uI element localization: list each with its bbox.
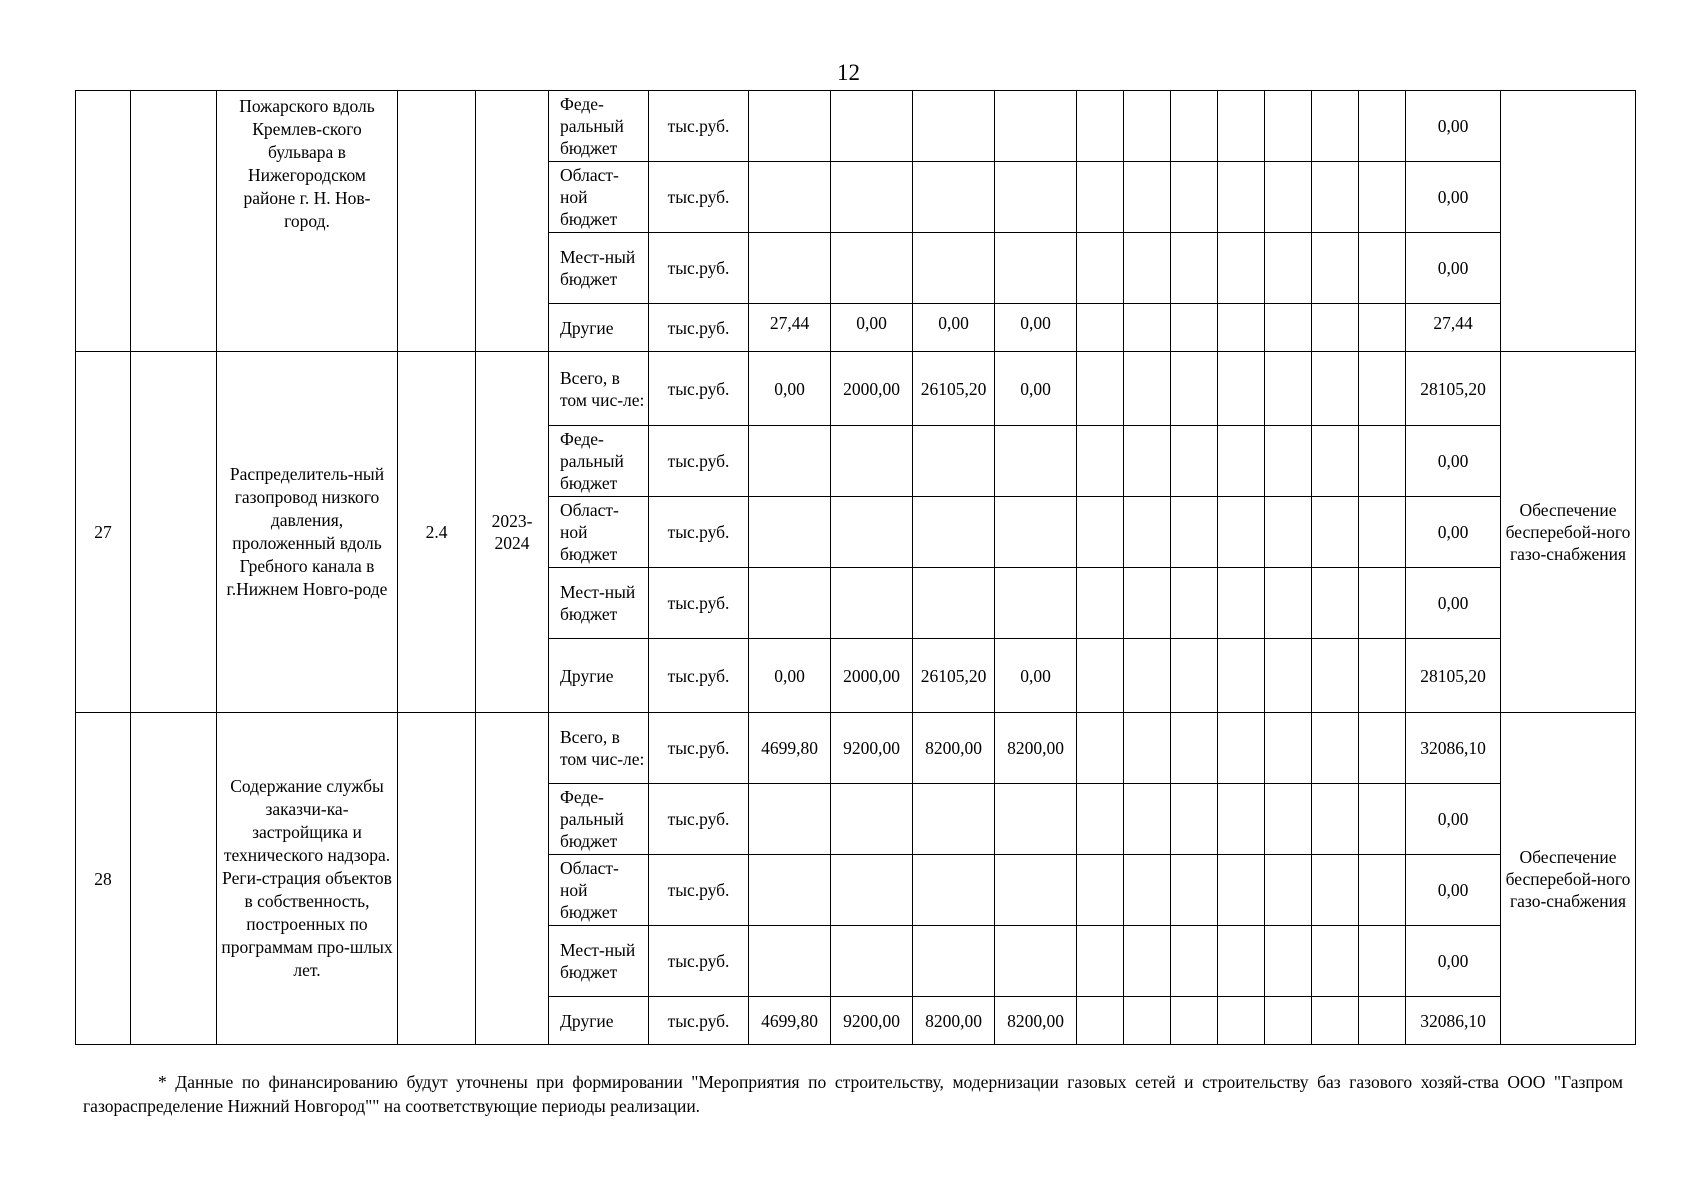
row-total: 28105,20: [1406, 352, 1501, 426]
empty-cell: [1124, 162, 1171, 233]
item-purpose: Обеспечение бесперебой-ного газо-снабжения: [1501, 713, 1636, 1045]
year-value: [913, 91, 995, 162]
unit: тыс.руб.: [649, 162, 749, 233]
empty-cell: [1171, 352, 1218, 426]
table-row: [76, 352, 1636, 426]
unit: тыс.руб.: [649, 713, 749, 784]
empty-cell: [1312, 926, 1359, 997]
year-value: 9200,00: [831, 997, 913, 1045]
empty-cell: [1265, 926, 1312, 997]
empty-cell: [131, 713, 217, 1045]
empty-cell: [1359, 639, 1406, 713]
empty-cell: [1218, 233, 1265, 304]
year-value: [913, 426, 995, 497]
row-total: 32086,10: [1406, 997, 1501, 1045]
empty-cell: [1171, 233, 1218, 304]
item-period: 2023-2024: [476, 352, 549, 713]
empty-cell: [1359, 352, 1406, 426]
empty-cell: [1265, 639, 1312, 713]
empty-cell: [1218, 497, 1265, 568]
empty-cell: [1171, 426, 1218, 497]
empty-cell: [1312, 784, 1359, 855]
empty-cell: [1171, 304, 1218, 352]
year-value: 8200,00: [995, 997, 1077, 1045]
empty-cell: [1265, 426, 1312, 497]
item-name: Пожарского вдоль Кремлев-ского бульвара в Нижегородском районе г. Н. Нов-город.: [217, 91, 398, 352]
row-total: 32086,10: [1406, 713, 1501, 784]
empty-cell: [1077, 162, 1124, 233]
empty-cell: [1265, 784, 1312, 855]
year-value: 8200,00: [995, 713, 1077, 784]
empty-cell: [1312, 91, 1359, 162]
year-value: [831, 162, 913, 233]
empty-cell: [1312, 304, 1359, 352]
funding-source: Мест-ный бюджет: [549, 568, 649, 639]
empty-cell: [1077, 426, 1124, 497]
year-value: [749, 855, 831, 926]
year-value: [749, 426, 831, 497]
row-total: 0,00: [1406, 926, 1501, 997]
unit: тыс.руб.: [649, 497, 749, 568]
empty-cell: [1077, 639, 1124, 713]
empty-cell: [1218, 91, 1265, 162]
year-value: [831, 784, 913, 855]
funding-source: Феде-ральный бюджет: [549, 784, 649, 855]
item-number: [76, 91, 131, 352]
year-value: [749, 926, 831, 997]
item-code: [398, 91, 476, 352]
year-value: [749, 233, 831, 304]
year-value: 0,00: [831, 304, 913, 352]
year-value: 0,00: [913, 304, 995, 352]
year-value: [749, 162, 831, 233]
unit: тыс.руб.: [649, 639, 749, 713]
funding-source: Област-ной бюджет: [549, 855, 649, 926]
year-value: 26105,20: [913, 352, 995, 426]
empty-cell: [1359, 497, 1406, 568]
empty-cell: [1218, 997, 1265, 1045]
empty-cell: [1077, 352, 1124, 426]
row-total: 28105,20: [1406, 639, 1501, 713]
empty-cell: [1218, 639, 1265, 713]
year-value: [995, 926, 1077, 997]
table-row: [76, 713, 1636, 784]
year-value: [831, 926, 913, 997]
empty-cell: [1124, 997, 1171, 1045]
row-total: 0,00: [1406, 233, 1501, 304]
footnote: * Данные по финансированию будут уточнены при формировании "Мероприятия по строительству, модернизации газовых сетей и строительству баз газового хозяй-ства ООО "Газпром газораспределение Нижний Новгород"" на соответствующие периоды реализации.: [83, 1072, 1623, 1116]
funding-source: Мест-ный бюджет: [549, 926, 649, 997]
year-value: 0,00: [749, 352, 831, 426]
funding-source: Другие: [549, 997, 649, 1045]
year-value: [995, 855, 1077, 926]
empty-cell: [1077, 784, 1124, 855]
empty-cell: [1124, 352, 1171, 426]
empty-cell: [1312, 713, 1359, 784]
empty-cell: [1312, 497, 1359, 568]
unit: тыс.руб.: [649, 784, 749, 855]
empty-cell: [1171, 784, 1218, 855]
year-value: [995, 426, 1077, 497]
empty-cell: [1171, 855, 1218, 926]
year-value: 0,00: [995, 352, 1077, 426]
year-value: [995, 162, 1077, 233]
empty-cell: [1312, 997, 1359, 1045]
empty-cell: [1265, 352, 1312, 426]
year-value: [995, 784, 1077, 855]
empty-cell: [1265, 233, 1312, 304]
empty-cell: [1124, 639, 1171, 713]
row-total: 0,00: [1406, 91, 1501, 162]
empty-cell: [1359, 304, 1406, 352]
empty-cell: [1312, 162, 1359, 233]
row-total: 0,00: [1406, 162, 1501, 233]
empty-cell: [1218, 304, 1265, 352]
year-value: [913, 233, 995, 304]
empty-cell: [1171, 926, 1218, 997]
year-value: [749, 497, 831, 568]
table-row: [76, 91, 1636, 162]
empty-cell: [1265, 497, 1312, 568]
year-value: [995, 568, 1077, 639]
page-number: 12: [837, 60, 860, 85]
row-total: 0,00: [1406, 426, 1501, 497]
row-total: 0,00: [1406, 855, 1501, 926]
item-purpose: [1501, 91, 1636, 352]
empty-cell: [1077, 497, 1124, 568]
year-value: [913, 855, 995, 926]
empty-cell: [1124, 713, 1171, 784]
empty-cell: [1077, 304, 1124, 352]
row-total: 0,00: [1406, 497, 1501, 568]
funding-source: Другие: [549, 304, 649, 352]
funding-source: Всего, в том чис-ле:: [549, 352, 649, 426]
year-value: 2000,00: [831, 639, 913, 713]
empty-cell: [1124, 926, 1171, 997]
empty-cell: [1124, 233, 1171, 304]
year-value: 0,00: [995, 639, 1077, 713]
year-value: [913, 926, 995, 997]
item-number: 27: [76, 352, 131, 713]
year-value: 26105,20: [913, 639, 995, 713]
year-value: 2000,00: [831, 352, 913, 426]
empty-cell: [1218, 784, 1265, 855]
empty-cell: [1171, 568, 1218, 639]
empty-cell: [1171, 639, 1218, 713]
funding-source: Област-ной бюджет: [549, 162, 649, 233]
empty-cell: [1312, 426, 1359, 497]
item-name: Распределитель-ный газопровод низкого давления, проложенный вдоль Гребного канала в г.Нижнем Новго-роде: [217, 352, 398, 713]
year-value: 4699,80: [749, 713, 831, 784]
item-period: [476, 713, 549, 1045]
empty-cell: [1124, 304, 1171, 352]
empty-cell: [1218, 568, 1265, 639]
empty-cell: [1265, 91, 1312, 162]
year-value: [995, 91, 1077, 162]
year-value: 9200,00: [831, 713, 913, 784]
year-value: [831, 233, 913, 304]
empty-cell: [1265, 855, 1312, 926]
year-value: [995, 233, 1077, 304]
empty-cell: [1312, 233, 1359, 304]
year-value: 0,00: [995, 304, 1077, 352]
year-value: [995, 497, 1077, 568]
year-value: [749, 91, 831, 162]
empty-cell: [1218, 713, 1265, 784]
empty-cell: [1359, 426, 1406, 497]
empty-cell: [1265, 568, 1312, 639]
empty-cell: [1359, 162, 1406, 233]
empty-cell: [1312, 639, 1359, 713]
empty-cell: [1077, 713, 1124, 784]
empty-cell: [1312, 352, 1359, 426]
year-value: [913, 784, 995, 855]
empty-cell: [1124, 497, 1171, 568]
year-value: [913, 568, 995, 639]
year-value: [913, 162, 995, 233]
row-total: 27,44: [1406, 304, 1501, 352]
empty-cell: [1359, 568, 1406, 639]
empty-cell: [1359, 91, 1406, 162]
item-code: 2.4: [398, 352, 476, 713]
empty-cell: [1218, 855, 1265, 926]
year-value: [913, 497, 995, 568]
empty-cell: [1124, 91, 1171, 162]
unit: тыс.руб.: [649, 855, 749, 926]
funding-source: Област-ной бюджет: [549, 497, 649, 568]
funding-source: Другие: [549, 639, 649, 713]
unit: тыс.руб.: [649, 352, 749, 426]
item-purpose: Обеспечение бесперебой-ного газо-снабжения: [1501, 352, 1636, 713]
year-value: [749, 784, 831, 855]
empty-cell: [1359, 926, 1406, 997]
year-value: [831, 568, 913, 639]
unit: тыс.руб.: [649, 926, 749, 997]
item-name: Содержание службы заказчи-ка-застройщика и технического надзора. Реги-страция объектов в собственность, построенных по программам про-шлых лет.: [217, 713, 398, 1045]
empty-cell: [1218, 162, 1265, 233]
empty-cell: [1077, 568, 1124, 639]
year-value: 4699,80: [749, 997, 831, 1045]
unit: тыс.руб.: [649, 304, 749, 352]
year-value: [831, 855, 913, 926]
empty-cell: [1265, 304, 1312, 352]
year-value: 0,00: [749, 639, 831, 713]
unit: тыс.руб.: [649, 568, 749, 639]
year-value: 8200,00: [913, 997, 995, 1045]
year-value: [831, 497, 913, 568]
funding-source: Феде-ральный бюджет: [549, 426, 649, 497]
empty-cell: [1077, 997, 1124, 1045]
empty-cell: [1218, 926, 1265, 997]
empty-cell: [1124, 784, 1171, 855]
funding-source: Мест-ный бюджет: [549, 233, 649, 304]
unit: тыс.руб.: [649, 91, 749, 162]
unit: тыс.руб.: [649, 426, 749, 497]
year-value: [831, 91, 913, 162]
empty-cell: [1171, 497, 1218, 568]
empty-cell: [1077, 855, 1124, 926]
empty-cell: [131, 352, 217, 713]
empty-cell: [1359, 997, 1406, 1045]
empty-cell: [1265, 713, 1312, 784]
empty-cell: [1218, 426, 1265, 497]
row-total: 0,00: [1406, 568, 1501, 639]
financing-table: [75, 90, 1636, 1045]
empty-cell: [1171, 162, 1218, 233]
empty-cell: [1359, 233, 1406, 304]
empty-cell: [1171, 997, 1218, 1045]
empty-cell: [1265, 162, 1312, 233]
empty-cell: [1312, 568, 1359, 639]
year-value: [749, 568, 831, 639]
empty-cell: [1359, 855, 1406, 926]
empty-cell: [1077, 926, 1124, 997]
year-value: [831, 426, 913, 497]
empty-cell: [1077, 233, 1124, 304]
empty-cell: [1312, 855, 1359, 926]
empty-cell: [1124, 855, 1171, 926]
item-code: [398, 713, 476, 1045]
funding-source: Феде-ральный бюджет: [549, 91, 649, 162]
empty-cell: [1359, 713, 1406, 784]
empty-cell: [1171, 713, 1218, 784]
row-total: 0,00: [1406, 784, 1501, 855]
unit: тыс.руб.: [649, 997, 749, 1045]
empty-cell: [1359, 784, 1406, 855]
funding-source: Всего, в том чис-ле:: [549, 713, 649, 784]
year-value: 8200,00: [913, 713, 995, 784]
empty-cell: [1171, 91, 1218, 162]
unit: тыс.руб.: [649, 233, 749, 304]
empty-cell: [1124, 568, 1171, 639]
year-value: 27,44: [749, 304, 831, 352]
empty-cell: [1077, 91, 1124, 162]
empty-cell: [131, 91, 217, 352]
empty-cell: [1124, 426, 1171, 497]
item-period: [476, 91, 549, 352]
empty-cell: [1218, 352, 1265, 426]
empty-cell: [1265, 997, 1312, 1045]
item-number: 28: [76, 713, 131, 1045]
